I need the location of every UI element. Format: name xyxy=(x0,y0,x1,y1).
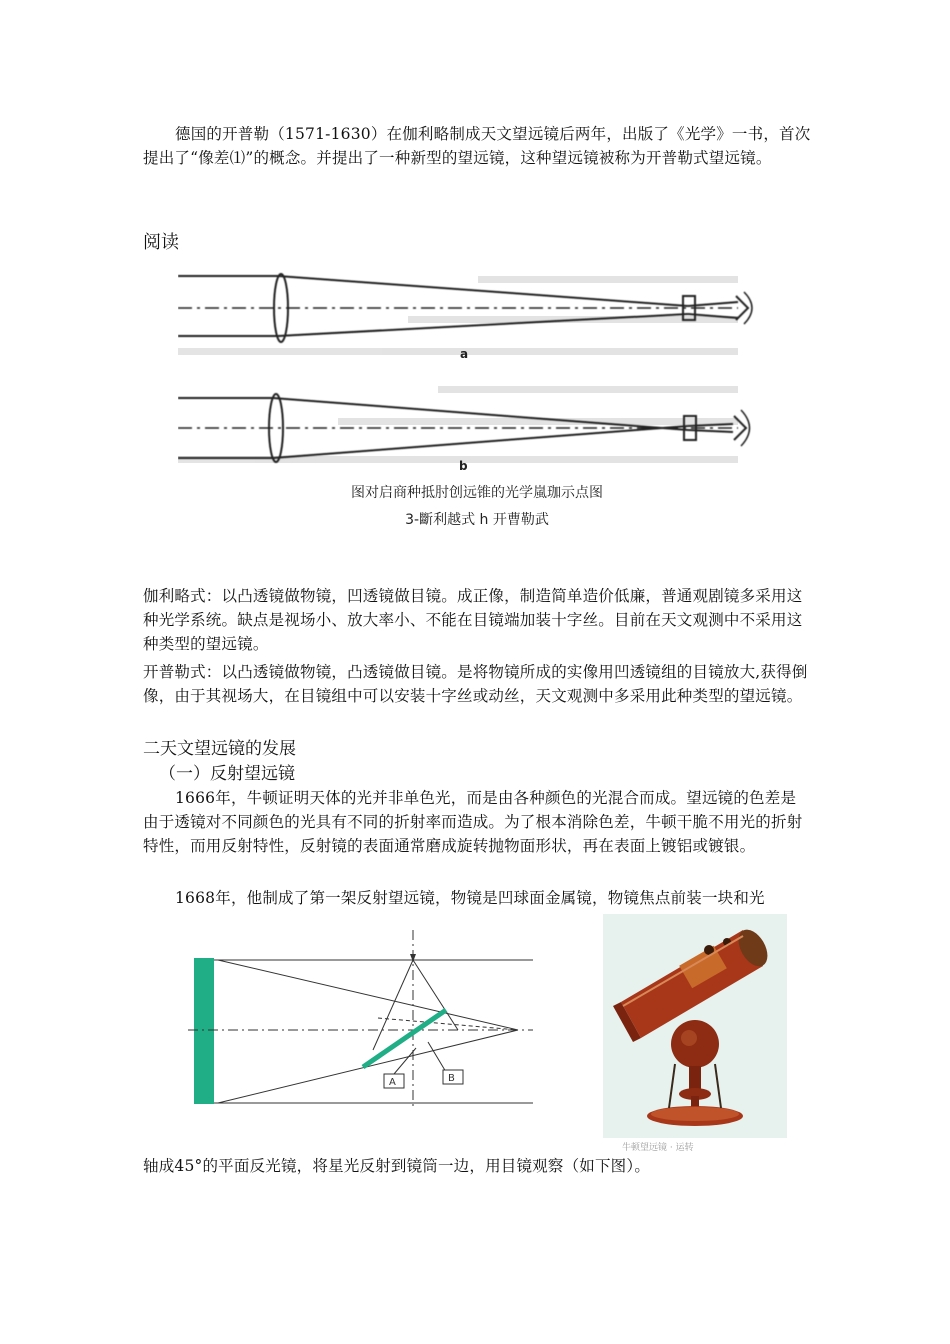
diagram-b-label: b xyxy=(459,459,468,473)
kepler-paragraph: 开普勒式：以凸透镜做物镜，凸透镜做目镜。是将物镜所成的实像用凹透镜组的目镜放大,获得倒像，由于其视场大，在目镜组中可以安装十字丝或动丝，天文观测中多采用此种类型的望远镜。 xyxy=(143,663,808,705)
label-a: A xyxy=(389,1077,396,1088)
newtonian-diagram xyxy=(188,930,548,1110)
primary-mirror xyxy=(194,958,214,1104)
section2-title: 二天文望远镜的发展 xyxy=(143,739,296,759)
newton-telescope-photo xyxy=(603,914,787,1138)
galileo-paragraph: 伽利略式：以凸透镜做物镜，凹透镜做目镜。成正像，制造简单造价低廉，普通观剧镜多采用这种光学系统。缺点是视场小、放大率小、不能在目镜端加装十字丝。目前在天文观测中不采用这种类型的望远镜。 xyxy=(143,587,803,653)
diagram-b xyxy=(178,394,750,462)
diagram-a-label: a xyxy=(460,347,469,361)
photo-caption: 牛顿望远镜 · 运转 xyxy=(622,1143,694,1153)
reading-heading: 阅读 xyxy=(143,232,179,253)
diagonal-mirror xyxy=(363,1010,446,1067)
label-b: B xyxy=(448,1073,455,1084)
diagram-a xyxy=(178,274,752,342)
intro-paragraph: 德国的开普勒（1571-1630）在伽利略制成天文望远镜后两年，出版了《光学》一书，首次提出了“像差⑴”的概念。并提出了一种新型的望远镜，这种望远镜被称为开普勒式望远镜。 xyxy=(143,125,811,167)
subsection1-title: （一）反射望远镜 xyxy=(159,764,295,784)
newton-1668-paragraph: 1668年，他制成了第一架反射望远镜，物镜是凹球面金属镜，物镜焦点前装一块和光 xyxy=(175,889,765,907)
end-paragraph: 轴成45°的平面反光镜，将星光反射到镜筒一边，用目镜观察（如下图）。 xyxy=(143,1157,651,1175)
refractor-diagram xyxy=(178,268,768,478)
figure1-caption-line2: 3-斷利越式 h 开曹勒武 xyxy=(405,512,549,528)
newton-1666-paragraph: 1666年，牛顿证明天体的光并非单色光，而是由各种颜色的光混合而成。望远镜的色差是由于透镜对不同颜色的光具有不同的折射率而造成。为了根本消除色差，牛顿干脆不用光的折射特性，而用反射特性，反射镜的表面通常磨成旋转抛物面形状，再在表面上镀铝或镀银。 xyxy=(143,789,803,855)
figure1-caption-line1: 图对启商种抵肘创远锥的光学嵐珈示点图 xyxy=(351,485,603,501)
